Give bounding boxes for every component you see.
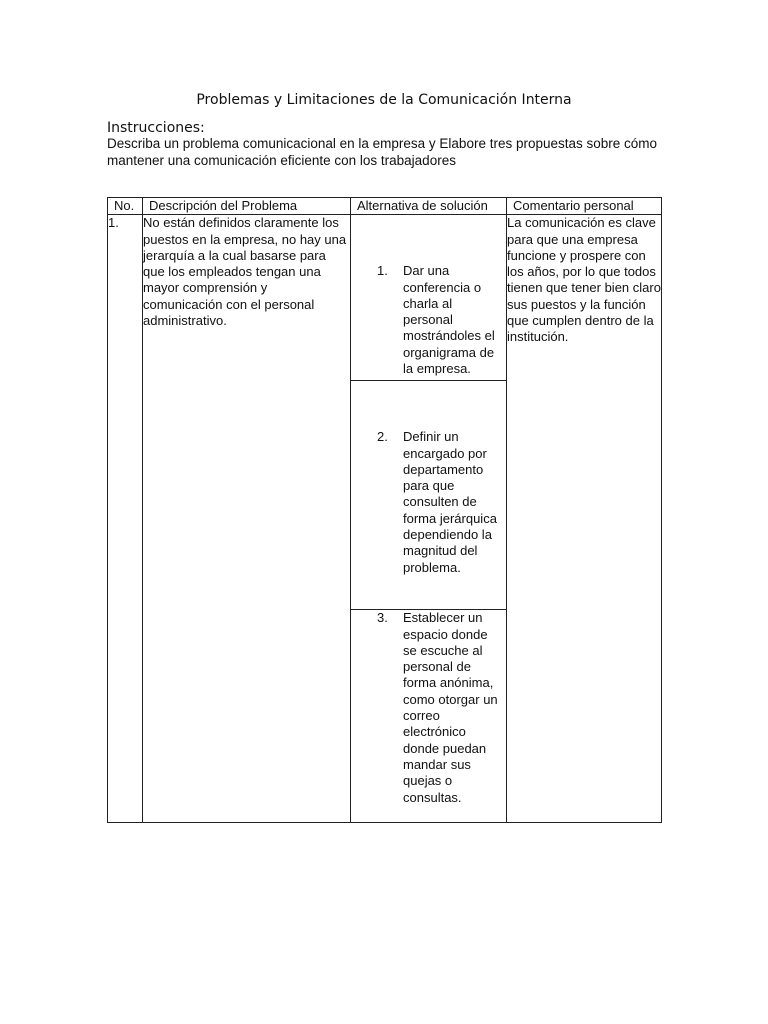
table-row <box>108 215 662 823</box>
instructions-heading: Instrucciones: <box>107 120 205 136</box>
alternative-item <box>351 609 506 822</box>
personal-comment: La comunicación es clave para que una empresa funcione y prospere con los años, por lo que todos tienen que tener bien claro sus puestos y la función que cumplen dentro de la institución. <box>507 215 662 823</box>
instructions-text: Describa un problema comunicacional en la empresa y Elabore tres propuestas sobre cómo mantener una comunicación eficiente con los trabajadores <box>107 136 658 168</box>
alternative-item <box>351 215 506 380</box>
problem-description: No están definidos claramente los puestos en la empresa, no hay una jerarquía a la cual basarse para que los empleados tengan una mayor comprensión y comunicación con el personal administrativo. <box>143 215 351 823</box>
alternative-number: 2. <box>377 429 388 445</box>
alternative-text: Dar una conferencia o charla al personal mostrándoles el organigrama de la empresa. <box>403 263 495 377</box>
alternative-number: 3. <box>377 610 388 626</box>
header-alternative: Alternativa de solución <box>351 198 507 215</box>
header-comment: Comentario personal <box>507 198 662 215</box>
table-header-row <box>108 198 662 215</box>
alternative-number: 1. <box>377 263 388 279</box>
header-description: Descripción del Problema <box>143 198 351 215</box>
row-number: 1. <box>108 215 143 823</box>
problems-table <box>107 197 662 823</box>
header-no: No. <box>108 198 143 215</box>
alternative-item <box>351 380 506 609</box>
page-title: Problemas y Limitaciones de la Comunicación Interna <box>196 92 572 108</box>
alternative-text: Definir un encargado por departamento para que consulten de forma jerárquica dependiendo la magnitud del problema. <box>403 429 497 575</box>
alternative-text: Establecer un espacio donde se escuche al personal de forma anónima, como otorgar un correo electrónico donde puedan mandar sus quejas o consultas. <box>403 610 498 805</box>
alternatives-cell <box>351 215 507 823</box>
